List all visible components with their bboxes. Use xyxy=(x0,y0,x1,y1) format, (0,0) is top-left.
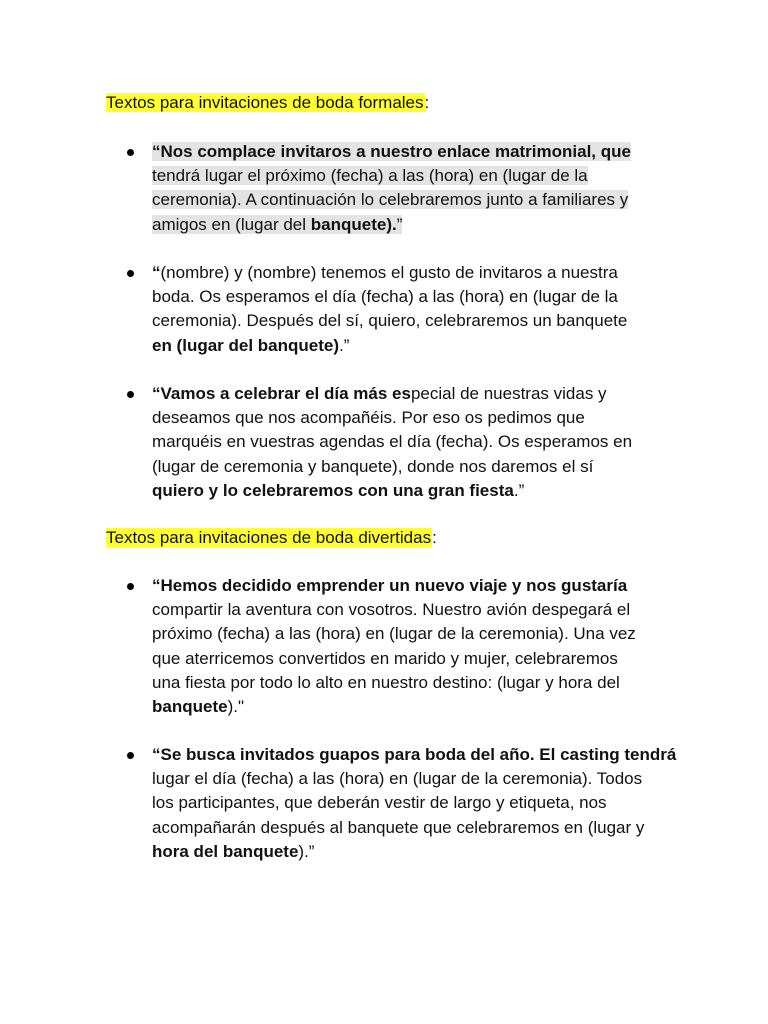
text-run: tendrá lugar el próximo (fecha) a las (hora) en (lugar de la xyxy=(152,166,588,186)
text-run: amigos en (lugar del xyxy=(152,214,311,234)
text-line xyxy=(152,671,672,695)
text-run: boda. Os esperamos el día (fecha) a las (hora) en (lugar de la xyxy=(152,287,618,307)
text-line xyxy=(152,406,672,430)
bold-text-run: hora del banquete xyxy=(152,841,299,861)
bold-text-run: “Hemos decidido emprender un nuevo viaje y nos gustaría xyxy=(152,576,628,595)
text-run: .” xyxy=(513,480,525,500)
text-line xyxy=(152,816,672,840)
bold-text-run: banquete xyxy=(152,697,228,717)
text-line xyxy=(152,743,677,767)
bullet-icon xyxy=(127,391,134,398)
text-line xyxy=(152,285,672,309)
text-run: una fiesta por todo lo alto en nuestro destino: (lugar y hora del xyxy=(152,672,620,692)
heading-colon: : xyxy=(432,528,437,547)
text-line xyxy=(152,695,672,719)
invitation-text xyxy=(152,574,672,719)
text-run: acompañarán después al banquete que celebraremos en (lugar y xyxy=(152,817,645,837)
text-run: )." xyxy=(227,697,244,717)
text-run: (lugar de ceremonia y banquete), donde nos daremos el sí xyxy=(152,456,594,476)
text-line xyxy=(152,382,672,406)
bold-text-run: banquete). xyxy=(310,214,397,234)
text-run: ).” xyxy=(298,841,315,861)
bold-text-run: quiero y lo celebraremos con una gran fiesta xyxy=(152,480,514,500)
text-line xyxy=(152,213,672,237)
bullet-icon xyxy=(127,583,134,590)
text-line xyxy=(152,261,672,285)
text-run: compartir la aventura con vosotros. Nuestro avión despegará el xyxy=(152,600,631,620)
text-run: .” xyxy=(339,335,350,355)
text-run: lugar el día (fecha) a las (hora) en (lugar de la ceremonia). Todos xyxy=(152,769,643,789)
text-line xyxy=(152,647,672,671)
text-run: ceremonia). Después del sí, quiero, celebraremos un banquete xyxy=(152,311,628,331)
bullet-icon xyxy=(127,149,134,156)
text-run: próximo (fecha) a las (hora) en (lugar de la ceremonia). Una vez xyxy=(152,624,636,644)
highlighted-heading-text: Textos para invitaciones de boda formales xyxy=(106,93,424,112)
section-heading-formal xyxy=(106,91,429,115)
bullet-icon xyxy=(127,270,134,277)
text-line xyxy=(152,598,672,622)
text-line xyxy=(152,791,672,815)
text-run: deseamos que nos acompañéis. Por eso os pedimos que xyxy=(152,408,585,428)
text-run: los participantes, que deberán vestir de largo y etiqueta, nos xyxy=(152,793,607,813)
text-line xyxy=(152,334,672,358)
text-line xyxy=(152,840,672,864)
text-line xyxy=(152,188,672,212)
text-line xyxy=(152,140,672,164)
highlighted-heading-text: Textos para invitaciones de boda divertidas xyxy=(106,528,432,547)
bold-text-run: en (lugar del banquete) xyxy=(152,335,340,355)
text-line xyxy=(152,164,672,188)
bold-text-run: “ xyxy=(152,263,161,282)
bold-text-run: “Se busca invitados guapos para boda del año. El casting tendrá xyxy=(152,745,677,764)
text-line xyxy=(152,430,672,454)
bold-text-run: “Vamos a celebrar el día más es xyxy=(152,384,411,403)
invitation-text xyxy=(152,261,672,358)
text-line xyxy=(152,455,672,479)
heading-colon: : xyxy=(424,93,430,112)
invitation-text xyxy=(152,382,672,503)
text-run: ” xyxy=(396,214,403,234)
text-run: que aterricemos convertidos en marido y mujer, celebraremos xyxy=(152,648,618,668)
text-line xyxy=(152,767,672,791)
text-run: pecial de nuestras vidas y xyxy=(410,384,607,403)
bold-text-run: “Nos complace invitaros a nuestro enlace matrimonial, que xyxy=(152,142,631,161)
text-line xyxy=(152,622,672,646)
text-run: ceremonia). A continuación lo celebraremos junto a familiares y xyxy=(152,190,629,210)
text-run: marquéis en vuestras agendas el día (fecha). Os esperamos en xyxy=(152,432,633,452)
text-run: (nombre) y (nombre) tenemos el gusto de invitaros a nuestra xyxy=(160,263,618,282)
invitation-text xyxy=(152,140,672,237)
bullet-icon xyxy=(127,752,134,759)
text-line xyxy=(152,574,672,598)
invitation-text xyxy=(152,743,677,864)
section-heading-fun xyxy=(106,526,437,550)
text-line xyxy=(152,479,672,503)
text-line xyxy=(152,309,672,333)
